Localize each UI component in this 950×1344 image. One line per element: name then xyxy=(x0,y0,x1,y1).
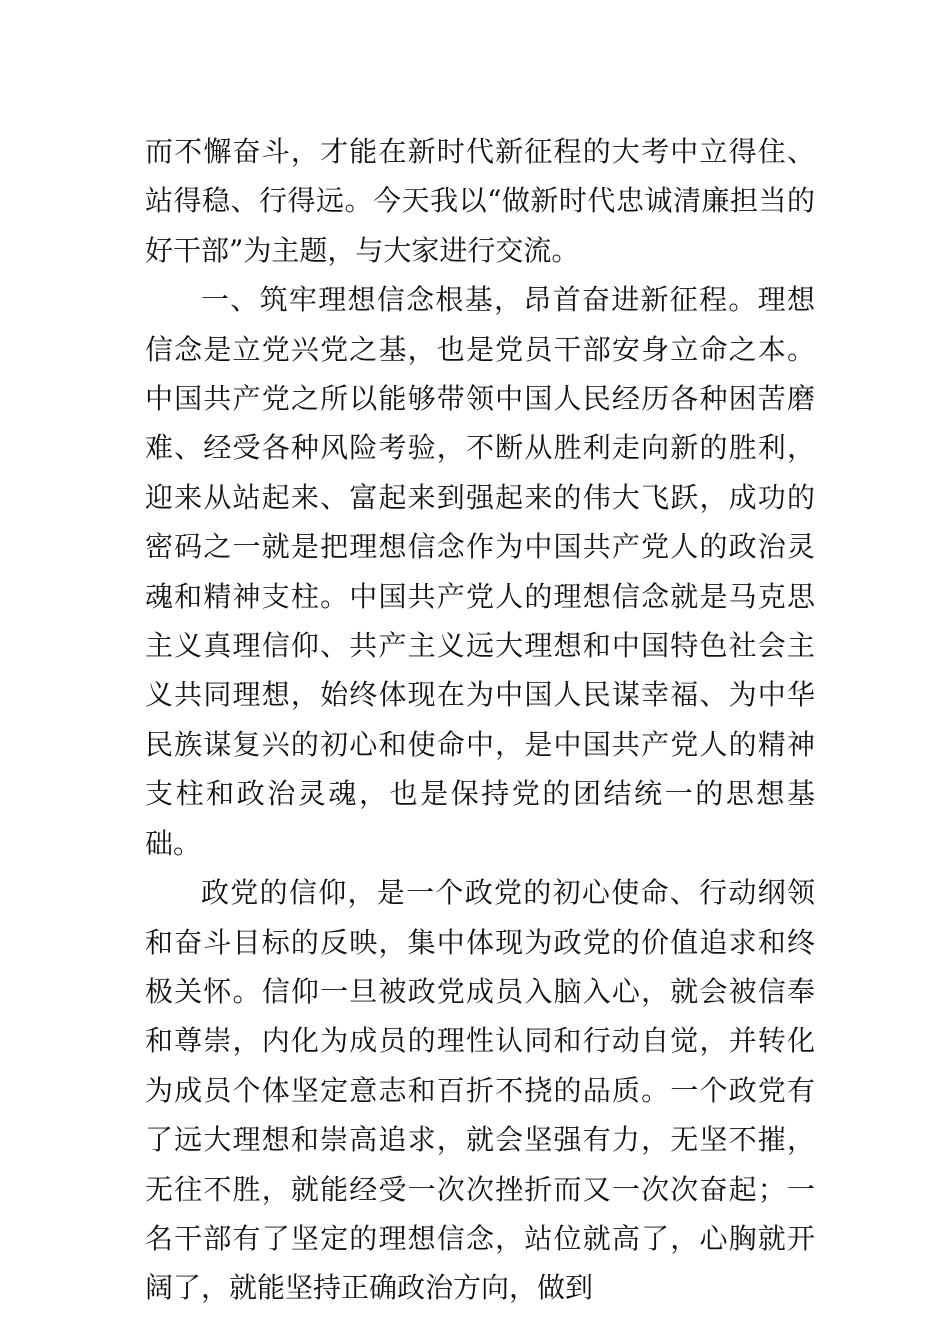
document-body xyxy=(145,127,815,1313)
paragraph-section-one: 一、筑牢理想信念根基，昂首奋进新征程。理想信念是立党兴党之基，也是党员干部安身立命之本。中国共产党之所以能够带领中国人民经历各种困苦磨难、经受各种风险考验，不断从胜利走向新的胜利，迎来从站起来、富起来到强起来的伟大飞跃，成功的密码之一就是把理想信念作为中国共产党人的政治灵魂和精神支柱。中国共产党人的理想信念就是马克思主义真理信仰、共产主义远大理想和中国特色社会主义共同理想，始终体现在为中国人民谋幸福、为中华民族谋复兴的初心和使命中，是中国共产党人的精神支柱和政治灵魂，也是保持党的团结统一的思想基础。 xyxy=(145,283,815,860)
paragraph-continuation: 而不懈奋斗，才能在新时代新征程的大考中立得住、站得稳、行得远。今天我以“做新时代忠诚清廉担当的好干部”为主题，与大家进行交流。 xyxy=(145,135,815,267)
paragraph-party-belief: 政党的信仰，是一个政党的初心使命、行动纲领和奋斗目标的反映，集中体现为政党的价值追求和终极关怀。信仰一旦被政党成员入脑入心，就会被信奉和尊崇，内化为成员的理性认同和行动自觉，并转化为成员个体坚定意志和百折不挠的品质。一个政党有了远大理想和崇高追求，就会坚强有力，无坚不摧，无往不胜，就能经受一次次挫折而又一次次奋起；一名干部有了坚定的理想信念，站位就高了，心胸就开阔了，就能坚持正确政治方向，做到 xyxy=(145,876,815,1305)
